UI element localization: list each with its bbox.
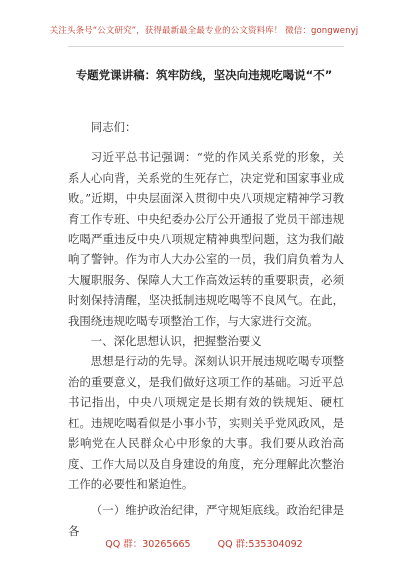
document-title: 专题党课讲稿：筑牢防线，坚决向违规吃喝说“不” (75, 68, 333, 82)
section-heading: 一、深化思想认识，把握整治要义 (90, 334, 262, 349)
section-paragraph: 思想是行动的先导。深刻认识开展违规吃喝专项整治的重要意义，是我们做好这项工作的基础。习近平总书记指出，中央八项规定是长期有效的铁规矩、硬杠杠。违规吃喝看似是小事小节，实则关乎党风政风，是影响党在人民群众心中形象的大事。我们要从政治高度、工作大局以及自身建设的角度，充分理解此次整治工作的必要性和紧迫性。 (68, 354, 344, 491)
footer (0, 536, 408, 550)
header-note: 关注头条号“公文研究”，获得最新最全最专业的公文资料库！ 微信：gongwenyj (49, 26, 359, 36)
footer-qq-group-2: QQ 群:535304092 (217, 539, 303, 550)
intro-paragraph: 习近平总书记强调：“党的作风关系党的形象，关系人心向背，关系党的生死存亡，决定党和国家事业成败。”近期，中央层面深入贯彻中央八项规定精神学习教育工作专班、中央纪委办公厅公开通报了党员干部违规吃喝严重违反中央八项规定精神典型问题，这为我们敲响了警钟。作为市人大办公室的一员，我们肩负着为人大履职服务、保障人大工作高效运转的重要职责，必须时刻保持清醒，坚决抵制违规吃喝等不良风气。在此，我围绕违规吃喝专项整治工作，与大家进行交流。 (68, 150, 344, 328)
footer-qq-group-1: QQ 群：30265665 (105, 539, 191, 550)
subsection-heading: （一）维护政治纪律，严守规矩底线。政治纪律是各 (68, 503, 344, 538)
document-body (68, 117, 344, 541)
salutation: 同志们： (90, 120, 137, 134)
header-divider (68, 46, 344, 47)
